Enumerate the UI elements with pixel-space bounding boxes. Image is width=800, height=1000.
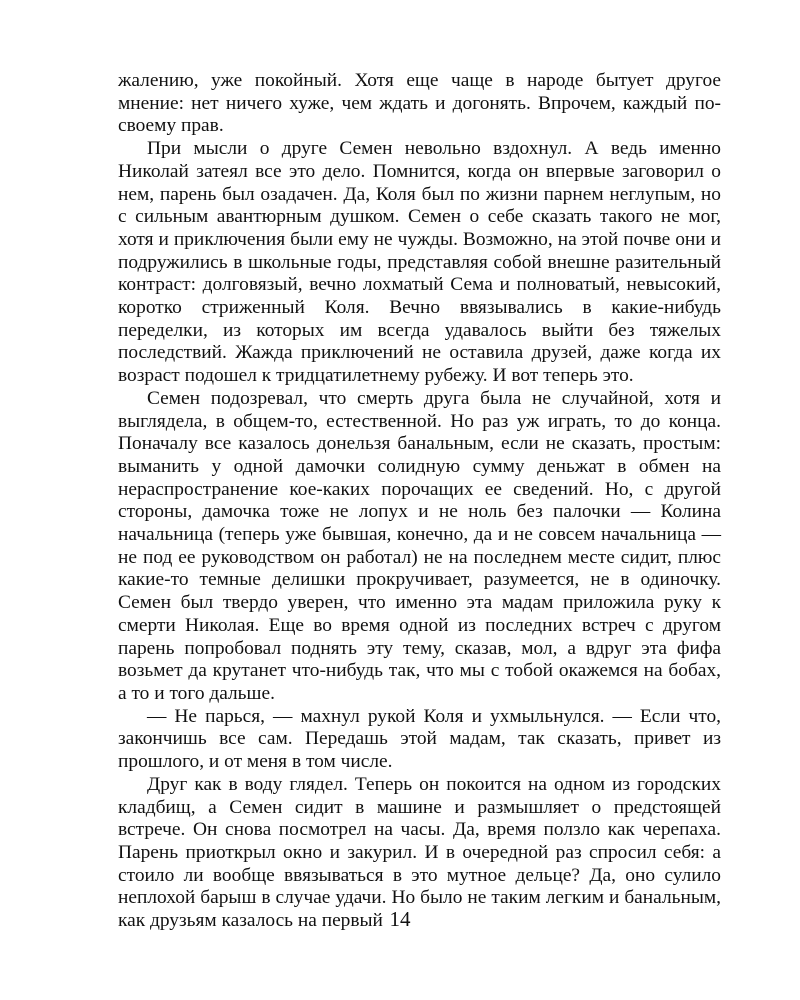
paragraph-waiting-in-car: Друг как в воду глядел. Теперь он покоится на одном из городских кладбищ, а Семен сидит в машине и размышляет о предстоящей встрече. Он снова посмотрел на часы. Да, время ползло как черепаха. Парень приоткрыл окно и закурил. И в очередной раз спросил себя: а стоило ли вообще ввязываться в это мутное дельце? Да, оно сулило неплохой барыш в случае удачи. Но было не таким легким и банальным, как друзьям казалось на первый [118, 773, 721, 932]
paragraph-suspicion: Семен подозревал, что смерть друга была не случайной, хотя и выглядела, в общем-то, естественной. Но раз уж играть, то до конца. Поначалу все казалось донельзя банальным, если не сказать, простым: выманить у одной дамочки солидную сумму деньжат в обмен на нераспространение кое-каких порочащих ее сведений. Но, с другой стороны, дамочка тоже не лопух и не ноль без палочки — Колина начальница (теперь уже бывшая, конечно, да и не совсем начальница — не под ее руководством он работал) не на последнем месте сидит, плюс какие-то темные делишки прокручивает, разумеется, не в одиночку. Семен был твердо уверен, что именно эта мадам приложила руку к смерти Николая. Еще во время одной из последних встреч с другом парень попробовал поднять эту тему, сказав, мол, а вдруг эта фифа возьмет да крутанет что-нибудь так, что мы с тобой окажемся на бобах, а то и того дальше. [118, 387, 721, 704]
body-text [118, 70, 721, 933]
paragraph-dialogue: — Не парься, — махнул рукой Коля и ухмыльнулся. — Если что, закончишь все сам. Передашь этой мадам, так сказать, привет из прошлого, и от меня в том числе. [118, 705, 721, 773]
paragraph-continuation: жалению, уже покойный. Хотя еще чаще в народе бытует другое мнение: нет ничего хуже, чем ждать и догонять. Впрочем, каждый по-своему прав. [118, 70, 721, 137]
paragraph-semen-memory: При мысли о друге Семен невольно вздохнул. А ведь именно Николай затеял все это дело. Помнится, когда он впервые заговорил о нем, парень был озадачен. Да, Коля был по жизни парнем неглупым, но с сильным авантюрным душком. Семен о себе сказать такого не мог, хотя и приключения были ему не чужды. Возможно, на этой почве они и подружились в школьные годы, представляя собой внешне разительный контраст: долговязый, вечно лохматый Сема и полноватый, невысокий, коротко стриженный Коля. Вечно ввязывались в какие-нибудь переделки, из которых им всегда удавалось выйти без тяжелых последствий. Жажда приключений не оставила друзей, даже когда их возраст подошел к тридцатилетнему рубежу. И вот теперь это. [118, 138, 721, 387]
page-number: 14 [389, 907, 411, 931]
